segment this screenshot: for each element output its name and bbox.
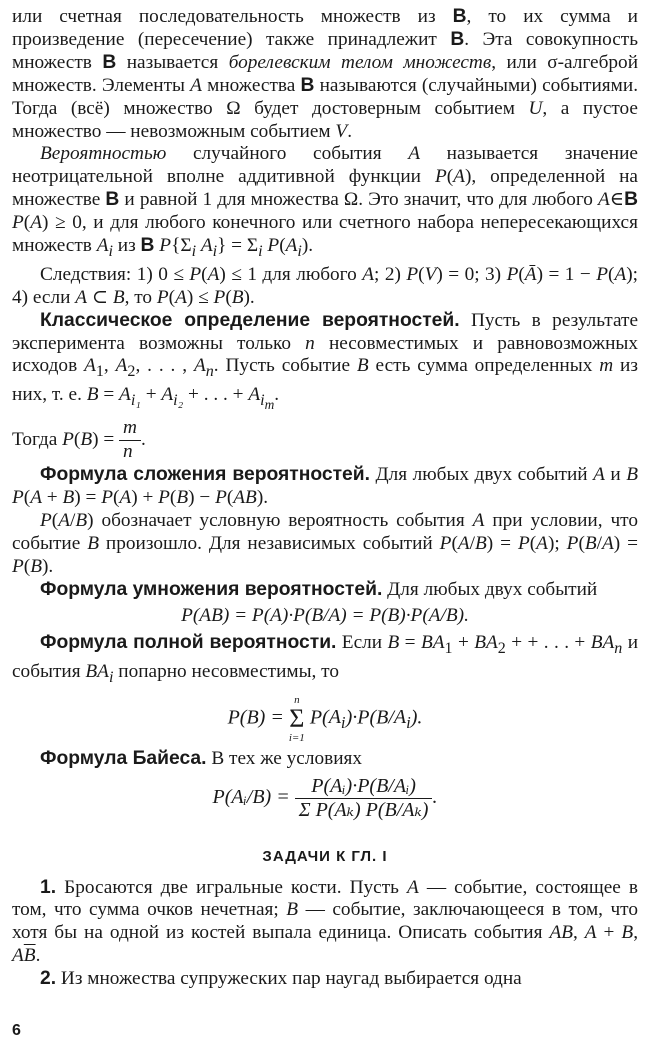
addition-formula-heading: Формула сложения вероятностей. [40,464,370,485]
task-2 [12,968,638,991]
paragraph-conditional: P(A/B) обозначает условную вероятность события A при условии, что событие B произошло. Для независимых событий P(A/B) = P(A); P(B/A) = P(B). [12,509,639,577]
bayes-lhs: P(Aᵢ/B) = [212,785,290,808]
paragraph-bayes [12,748,638,771]
formula-total-probability: P(B) = n Σ i=1 $P(A_i)\cdot P(B/A_i)$. [227,693,423,744]
paragraph-total-probability: Формула полной вероятности. Если $B = BA_1 + BA_2$ + + . . . + $BA_n$ и события $BA_i$ попарно несовместимы, то [12,632,639,686]
task-1: 1. Бросаются две игральные кости. Пусть A — событие, состоящее в том, что сумма очков нечетная; B — событие, заключающееся в том, что хотя бы на одной из костей выпала единица. Описать события AB, A + B, $A\overline{B}$. [12,876,639,967]
sum-symbol: n Σ i=1 [288,693,305,744]
formula-bayes: P(Aᵢ/B) = $\frac{\text{P(Aᵢ)·P(B/Aᵢ)}}{\text{Σ P(Aₖ) P(B/Aₖ)}}$ . [212,774,438,821]
paragraph-corollaries: Следствия: 1) 0 ≤ P(A) ≤ 1 для любого A; 2) P(V) = 0; 3) P(Ā) = 1 − P(A); 4) если A ⊂ B, то P(A) ≤ P(B). [12,263,639,308]
multiplication-intro: Для любых двух событий [387,578,598,600]
task-2-number: 2. [40,968,57,990]
paragraph-probability-definition: Вероятностью случайного события A называется значение неотрицательной вполне аддитивной функции P(A), определенной на множестве B и равной 1 для множества Ω. Это значит, что для любого A∈B P(A) ≥ 0, и для любого конечного или счетного набора непересекающихся множеств $A_i$ из B $P\{\Sigma_i$ $A_i\} = \Sigma_i$ $P(A_i)$. [12,143,638,260]
bayes-denominator: Σ P(Aₖ) P(B/Aₖ) [298,798,429,821]
total-probability-heading: Формула полной вероятности. [40,632,337,654]
bayes-heading: Формула Байеса. [40,747,207,769]
section-heading: ЗАДАЧИ К ГЛ. I [262,847,388,865]
paragraph-multiplication [12,579,638,602]
bayes-intro: В тех же условиях [211,747,363,769]
bayes-fraction [295,775,433,822]
page-number: 6 [12,1022,21,1039]
paragraph-sigma-algebra: или счетная последовательность множеств из B, то их сумма и произведение (пересечение) также принадлежит B. Эта совокупность множеств B называется борелевским телом множеств, или σ-алгеброй множеств. Элементы A множества B называются (случайными) событиями. Тогда (всё) множество Ω будет достоверным событием U, а пустое множество — невозможным событием V. [12,6,639,142]
bayes-numerator: P(Aᵢ)·P(B/Aᵢ) [295,775,433,799]
paragraph-addition-formula: Формула сложения вероятностей. Для любых двух событий A и B P(A + B) = P(A) + P(B) − P(AB). [12,464,638,508]
classical-probability-formula: Тогда P(B) = $\frac{m}{n}$ . [12,417,146,463]
classical-definition-heading: Классическое определение вероятностей. [40,309,460,331]
task-2-text: Из множества супружеских пар наугад выбирается одна [60,968,522,990]
task-1-number: 1. [40,876,57,898]
formula-multiplication: P(AB) = P(A)·P(B/A) = P(B)·P(A/B). [181,605,469,627]
fraction-m-over-n: $\frac{m}{n}$ [119,417,141,464]
multiplication-formula-heading: Формула умножения вероятностей. [40,578,383,600]
paragraph-classical-definition: Классическое определение вероятностей. Пусть в результате эксперимента возможны только n несовместимых и равновозможных исходов $A_1$, $A_2$, . . . , $A_n$. Пусть событие B есть сумма определенных m из них, т. е. $B = A_{i_1} + A_{i_2}$ + . . . + $A_{i_m}$. [12,309,639,413]
